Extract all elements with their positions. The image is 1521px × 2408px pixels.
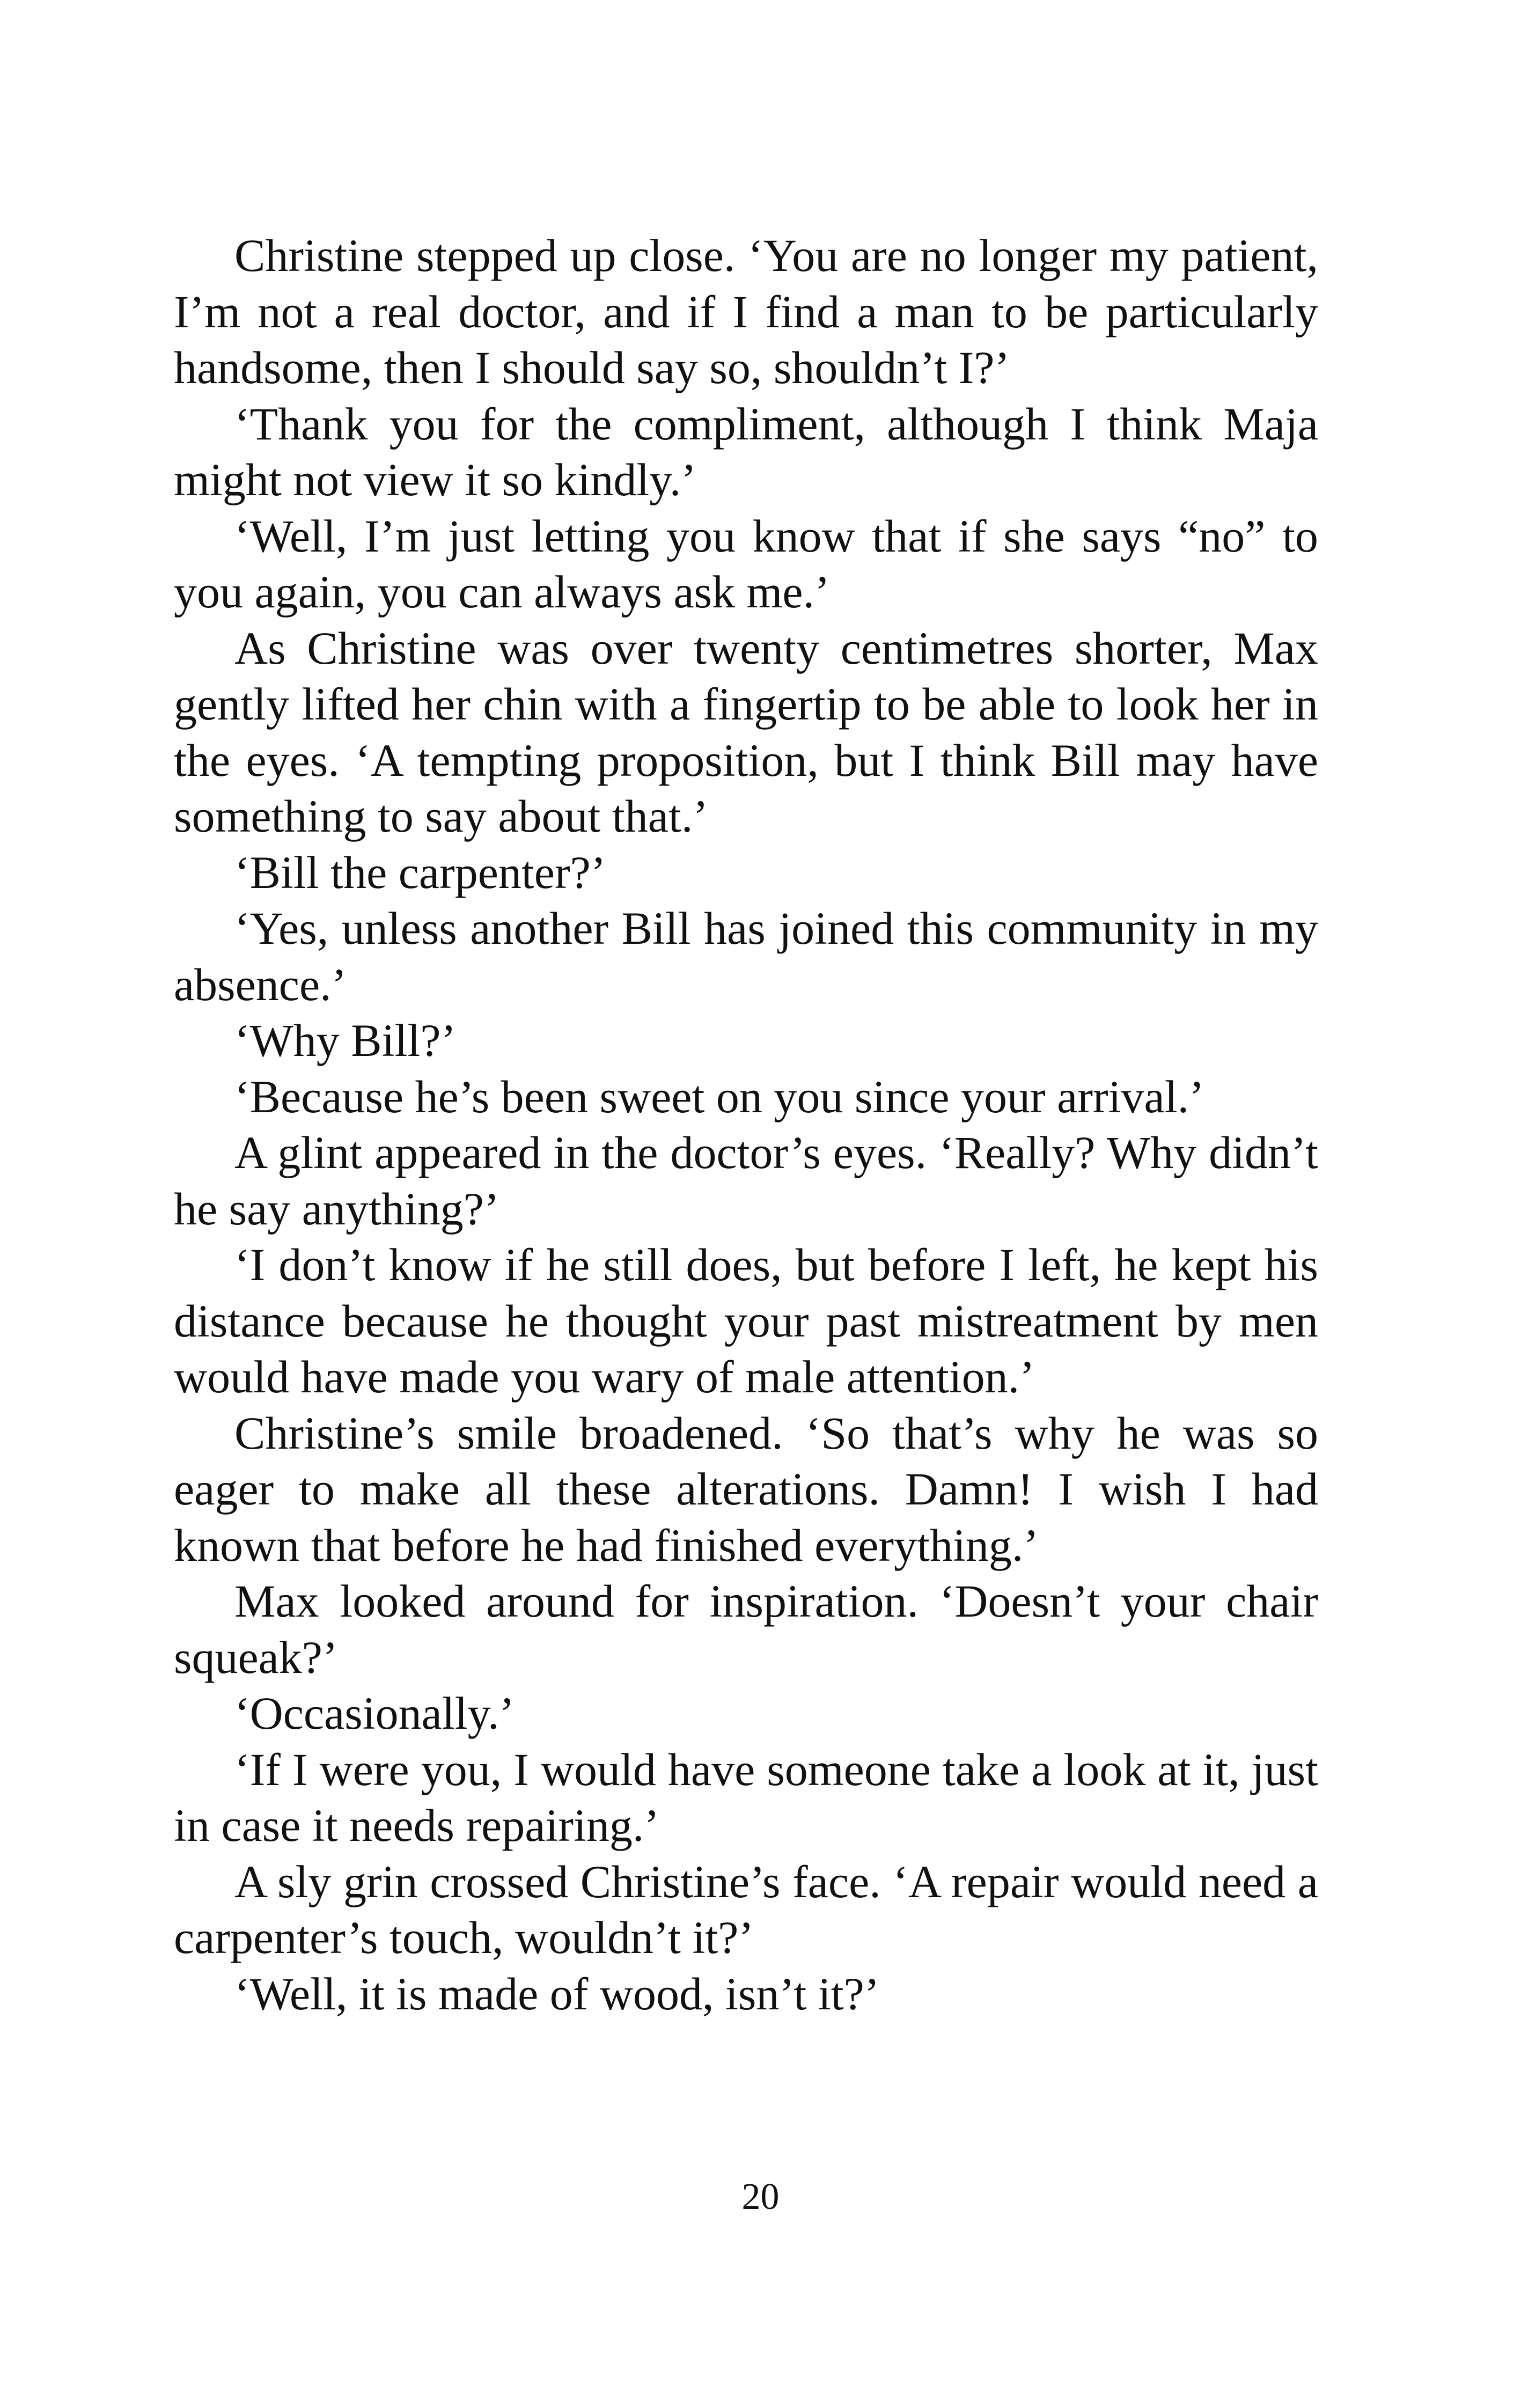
paragraph: ‘If I were you, I would have someone take a look at it, just in case it needs repairing.’ bbox=[174, 1743, 1318, 1851]
body-text bbox=[174, 227, 1318, 2022]
paragraph: ‘Because he’s been sweet on you since your arrival.’ bbox=[234, 1070, 1204, 1122]
paragraph: Christine’s smile broadened. ‘So that’s why he was so eager to make all these alterations. Damn! I wish I had known that before he had finished everything.’ bbox=[174, 1407, 1318, 1571]
paragraph: A glint appeared in the doctor’s eyes. ‘Really? Why didn’t he say anything?’ bbox=[174, 1127, 1318, 1235]
paragraph: A sly grin crossed Christine’s face. ‘A repair would need a carpenter’s touch, wouldn’t it?’ bbox=[174, 1855, 1318, 1963]
paragraph: ‘Why Bill?’ bbox=[234, 1015, 457, 1066]
paragraph: ‘Yes, unless another Bill has joined this community in my absence.’ bbox=[174, 902, 1318, 1010]
paragraph: Max looked around for inspiration. ‘Doesn’t your chair squeak?’ bbox=[174, 1575, 1318, 1683]
paragraph: ‘Well, it is made of wood, isn’t it?’ bbox=[234, 1967, 880, 2020]
paragraph: Christine stepped up close. ‘You are no longer my patient, I’m not a real doctor, and if I find a man to be particularly handsome, then I should say so, shouldn’t I?’ bbox=[174, 230, 1318, 393]
paragraph: ‘Thank you for the compliment, although I think Maja might not view it so kindly.’ bbox=[174, 398, 1318, 505]
paragraph: ‘I don’t know if he still does, but before I left, he kept his distance because he thought your past mistreatment by men would have made you wary of male attention.’ bbox=[174, 1239, 1318, 1403]
paragraph: ‘Bill the carpenter?’ bbox=[234, 846, 606, 898]
page-number: 20 bbox=[741, 2176, 780, 2218]
paragraph: ‘Well, I’m just letting you know that if she says “no” to you again, you can always ask me.’ bbox=[174, 510, 1318, 618]
paragraph: As Christine was over twenty centimetres shorter, Max gently lifted her chin with a fingertip to be able to look her in the eyes. ‘A tempting proposition, but I think Bill may have something to say about that.’ bbox=[174, 622, 1318, 842]
paragraph: ‘Occasionally.’ bbox=[234, 1687, 515, 1739]
